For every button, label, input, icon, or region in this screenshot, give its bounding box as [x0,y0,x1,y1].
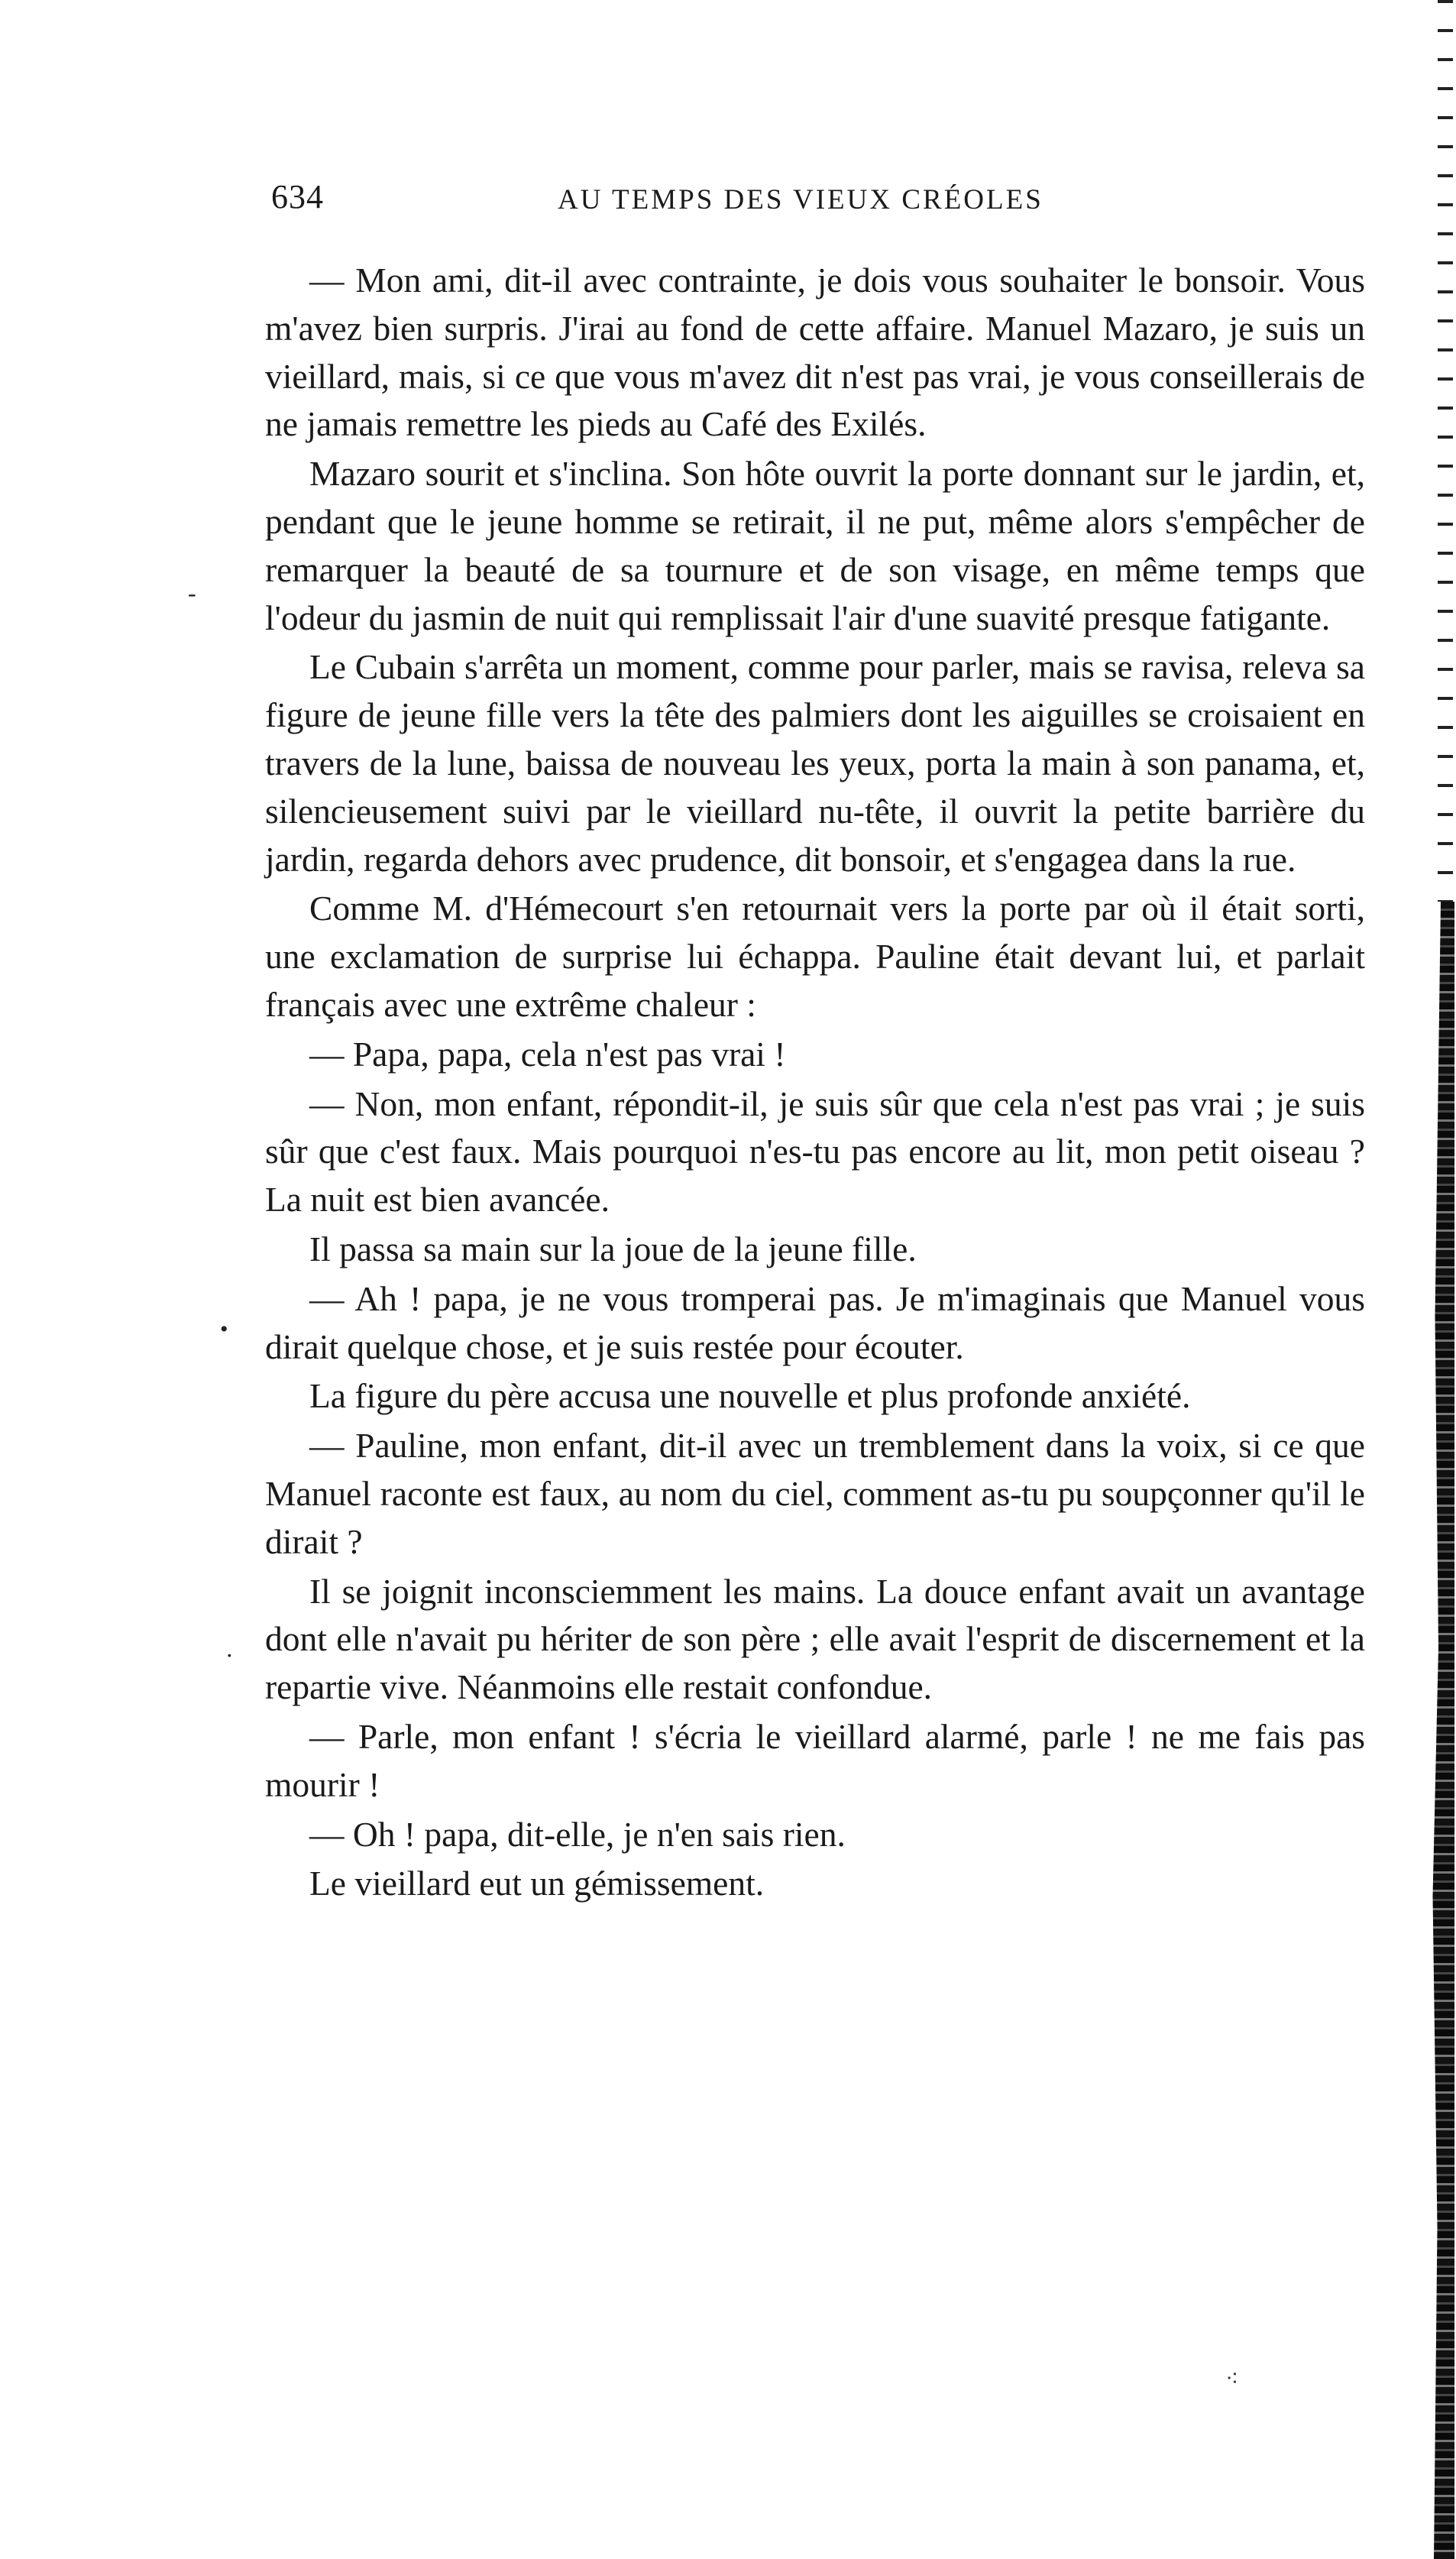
margin-bullet: • [220,1317,228,1342]
paragraph-13: — Oh ! papa, dit-elle, je n'en sais rien. [309,1814,846,1854]
paragraph-14: Le vieillard eut un gémissement. [309,1864,765,1903]
paragraph-1: — Mon ami, dit-il avec contrainte, je dois vous souhaiter le bonsoir. Vous m'avez bien surpris. J'irai au fond de cette affaire. Manuel Mazaro, je suis un vieillard, mais, si ce que vous m'avez dit n'est pas vrai, je vous conseillerais de ne jamais remettre les pieds au Café des Exilés. [265,261,1365,444]
paragraph-12: — Parle, mon enfant ! s'écria le vieillard alarmé, parle ! ne me fais pas mourir ! [265,1716,1365,1804]
paragraph-7: Il passa sa main sur la joue de la jeune fille. [309,1229,917,1268]
edge-band-upper [1438,0,1453,902]
paragraph-2: Mazaro sourit et s'inclina. Son hôte ouvrit la porte donnant sur le jardin, et, pendant que le jeune homme se retirait, il ne put, même alors s'empêcher de remarquer la beauté de sa tournure et de son visage, en même temps que l'odeur du jasmin de nuit qui remplissait l'air d'une suavité presque fatigante. [265,454,1365,637]
margin-dot: · [225,1641,234,1669]
paragraph-10: — Pauline, mon enfant, dit-il avec un tremblement dans la voix, si ce que Manuel raconte est faux, au nom du ciel, comment as-tu pu soupçonner qu'il le dirait ? [265,1426,1365,1561]
paragraph-11: Il se joignit inconsciemment les mains. La douce enfant avait un avantage dont elle n'avait pu hériter de son père ; elle avait l'esprit de discernement et la repartie vive. Néanmoins elle restait confondue. [265,1571,1365,1707]
scan-edge-shadow [1418,0,1456,2559]
running-head [271,177,1360,223]
paragraph-8: — Ah ! papa, je ne vous tromperai pas. Je m'imaginais que Manuel vous dirait quelque chose, et je suis restée pour écouter. [265,1278,1365,1366]
body-text [265,257,1365,1908]
running-title: AU TEMPS DES VIEUX CRÉOLES [558,184,1043,215]
edge-band-lower [1432,902,1454,2559]
paragraph-5: — Papa, papa, cela n'est pas vrai ! [309,1034,786,1074]
paragraph-9: La figure du père accusa une nouvelle et plus profonde anxiété. [309,1376,1191,1416]
margin-speck: - [188,579,196,607]
paragraph-6: — Non, mon enfant, répondit-il, je suis sûr que cela n'est pas vrai ; je suis sûr que c'est faux. Mais pourquoi n'es-tu pas encore au lit, mon petit oiseau ? La nuit est bien avancée. [265,1084,1365,1220]
paragraph-3: Le Cubain s'arrêta un moment, comme pour parler, mais se ravisa, releva sa figure de jeune fille vers la tête des palmiers dont les aiguilles se croisaient en travers de la lune, baissa de nouveau les yeux, porta la main à son panama, et, silencieusement suivi par le vieillard nu-tête, il ouvrit la petite barrière du jardin, regarda dehors avec prudence, dit bonsoir, et s'engagea dans la rue. [265,647,1365,879]
page-number: 634 [271,178,324,215]
scan-specks: ⁖ [1225,2366,1239,2392]
paragraph-4: Comme M. d'Hémecourt s'en retournait vers la porte par où il était sorti, une exclamation de surprise lui échappa. Pauline était devant lui, et parlait français avec une extrême chaleur : [265,889,1365,1024]
